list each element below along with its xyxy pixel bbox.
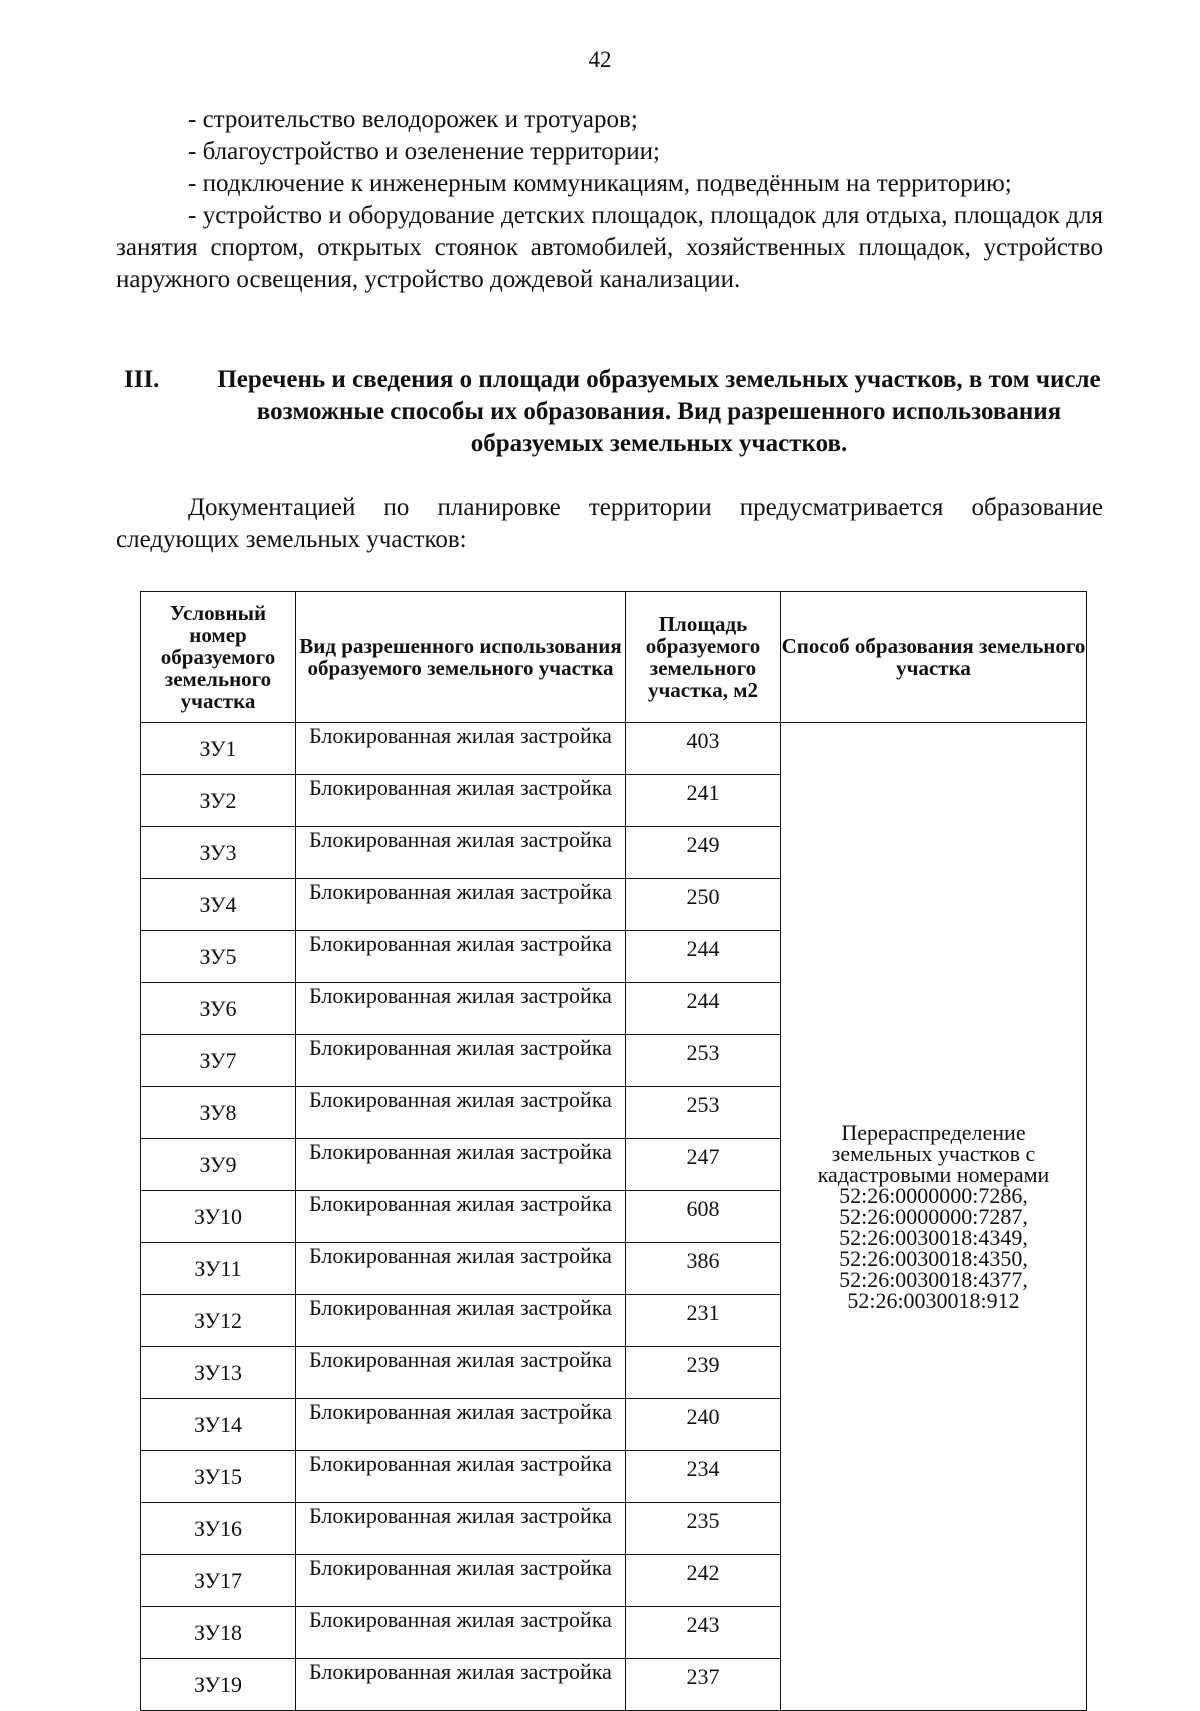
lead-paragraph: Документацией по планировке территории предусматривается образование следующих земельных участков:: [116, 494, 1103, 553]
area-cell: 249: [626, 827, 781, 879]
permitted-use-cell: Блокированная жилая застройка: [296, 1659, 626, 1711]
plot-number-cell: ЗУ15: [141, 1451, 296, 1503]
plot-number-cell: ЗУ10: [141, 1191, 296, 1243]
intro-item: - устройство и оборудование детских площадок, площадок для отдыха, площадок для занятия спортом, открытых стоянок автомобилей, хозяйственных площадок, устройство наружного освещения, устройство дождевой канализации.: [116, 202, 1103, 293]
permitted-use-cell: Блокированная жилая застройка: [296, 1191, 626, 1243]
plot-number-cell: ЗУ17: [141, 1555, 296, 1607]
area-cell: 244: [626, 931, 781, 983]
permitted-use-cell: Блокированная жилая застройка: [296, 723, 626, 775]
area-cell: 250: [626, 879, 781, 931]
section-title: Перечень и сведения о площади образуемых земельных участков, в том числе возможные способы их образования. Вид разрешенного использования образуемых земельных участков.: [217, 366, 1101, 457]
plot-number-cell: ЗУ2: [141, 775, 296, 827]
plot-number-cell: ЗУ7: [141, 1035, 296, 1087]
plot-number-cell: ЗУ8: [141, 1087, 296, 1139]
formation-method-text: Перераспределение земельных участков с кадастровыми номерами 52:26:0000000:7286, 52:26:0000000:7287, 52:26:0030018:4349, 52:26:0030018:4350, 52:26:0030018:4377, 52:26:0030018:912: [817, 1120, 1050, 1313]
section-number: III.: [124, 366, 160, 393]
area-cell: 242: [626, 1555, 781, 1607]
plot-number-cell: ЗУ12: [141, 1295, 296, 1347]
intro-list: [116, 104, 1103, 296]
permitted-use-cell: Блокированная жилая застройка: [296, 827, 626, 879]
plot-number-cell: ЗУ4: [141, 879, 296, 931]
area-cell: 608: [626, 1191, 781, 1243]
header-permitted-use: Вид разрешенного использования образуемого земельного участка: [296, 592, 626, 723]
intro-item: - благоустройство и озеленение территории;: [188, 138, 660, 165]
permitted-use-cell: Блокированная жилая застройка: [296, 1295, 626, 1347]
plot-number-cell: ЗУ9: [141, 1139, 296, 1191]
permitted-use-cell: Блокированная жилая застройка: [296, 1607, 626, 1659]
plot-number-cell: ЗУ18: [141, 1607, 296, 1659]
permitted-use-cell: Блокированная жилая застройка: [296, 1451, 626, 1503]
area-cell: 241: [626, 775, 781, 827]
header-area: Площадь образуемого земельного участка, м2: [626, 592, 781, 723]
permitted-use-cell: Блокированная жилая застройка: [296, 1087, 626, 1139]
plot-number-cell: ЗУ1: [141, 723, 296, 775]
area-cell: 234: [626, 1451, 781, 1503]
intro-item: - подключение к инженерным коммуникациям, подведённым на территорию;: [188, 170, 1012, 197]
plot-number-cell: ЗУ14: [141, 1399, 296, 1451]
plot-number-cell: ЗУ19: [141, 1659, 296, 1711]
table-body: [141, 723, 1087, 1711]
area-cell: 253: [626, 1035, 781, 1087]
permitted-use-cell: Блокированная жилая застройка: [296, 1139, 626, 1191]
intro-item: - строительство велодорожек и тротуаров;: [188, 106, 638, 133]
permitted-use-cell: Блокированная жилая застройка: [296, 983, 626, 1035]
area-cell: 253: [626, 1087, 781, 1139]
page-number: 42: [588, 47, 612, 72]
area-cell: 231: [626, 1295, 781, 1347]
permitted-use-cell: Блокированная жилая застройка: [296, 931, 626, 983]
permitted-use-cell: Блокированная жилая застройка: [296, 1035, 626, 1087]
header-formation-method: Способ образования земельного участка: [781, 592, 1087, 723]
area-cell: 244: [626, 983, 781, 1035]
permitted-use-cell: Блокированная жилая застройка: [296, 1503, 626, 1555]
permitted-use-cell: Блокированная жилая застройка: [296, 879, 626, 931]
permitted-use-cell: Блокированная жилая застройка: [296, 1399, 626, 1451]
plot-number-cell: ЗУ11: [141, 1243, 296, 1295]
land-plots-table: [140, 591, 1087, 1711]
permitted-use-cell: Блокированная жилая застройка: [296, 1347, 626, 1399]
area-cell: 240: [626, 1399, 781, 1451]
header-plot-number: Условный номер образуемого земельного участка: [141, 592, 296, 723]
plot-number-cell: ЗУ3: [141, 827, 296, 879]
area-cell: 235: [626, 1503, 781, 1555]
permitted-use-cell: Блокированная жилая застройка: [296, 775, 626, 827]
plot-number-cell: ЗУ16: [141, 1503, 296, 1555]
area-cell: 403: [626, 723, 781, 775]
area-cell: 243: [626, 1607, 781, 1659]
table-header-row: [141, 592, 1087, 723]
area-cell: 239: [626, 1347, 781, 1399]
formation-method-cell: [781, 723, 1087, 1711]
plot-number-cell: ЗУ6: [141, 983, 296, 1035]
permitted-use-cell: Блокированная жилая застройка: [296, 1243, 626, 1295]
plot-number-cell: ЗУ5: [141, 931, 296, 983]
area-cell: 237: [626, 1659, 781, 1711]
area-cell: 386: [626, 1243, 781, 1295]
plot-number-cell: ЗУ13: [141, 1347, 296, 1399]
permitted-use-cell: Блокированная жилая застройка: [296, 1555, 626, 1607]
area-cell: 247: [626, 1139, 781, 1191]
section-heading: [124, 364, 1106, 460]
table-row: [141, 723, 1087, 775]
